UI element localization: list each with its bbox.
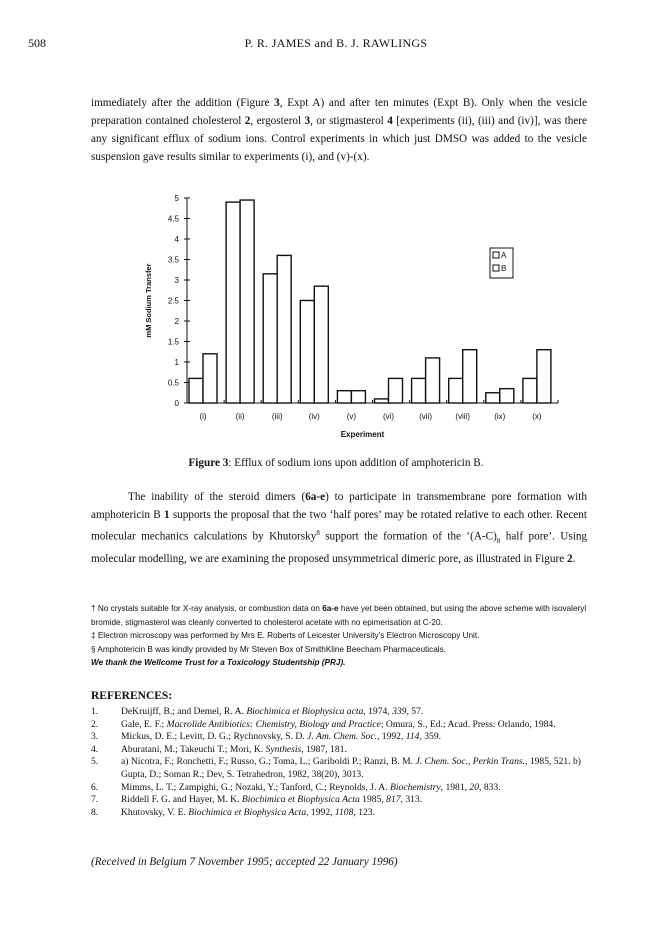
x-tick-label: (vii) — [419, 412, 433, 421]
y-tick-label: 2.5 — [167, 296, 179, 306]
bold-run: 3 — [304, 115, 311, 127]
reference-year: , 1985, — [525, 756, 554, 768]
reference-authors: Riddell F. G. and Hayer, M. K. — [121, 794, 242, 806]
text-run: have yet been obtained, but using the above scheme with isovaleryl bromide, stigmasterol was cleanly converted to cholesterol acetate with no epimerisation at C-20. — [91, 604, 587, 627]
x-tick-label: (vi) — [382, 412, 395, 421]
reference-pages: 521. b) Gupta, D.; Soman R.; Dev, S. Tetrahedron, 1982, 38(20), 3013. — [121, 756, 581, 780]
reference-pages: , 359. — [419, 731, 442, 743]
footnote-dagger — [91, 602, 587, 629]
bar-series-a — [300, 301, 314, 404]
reference-pages: 181. — [330, 743, 347, 755]
reference-authors: Mickus, D. E.; Levitt, D. G.; Rychnovsky, S. D. — [121, 731, 308, 743]
footnote-double-dagger: ‡ Electron microscopy was performed by Mrs E. Roberts of Leicester University’s Electron Microscopy Unit. — [91, 631, 480, 640]
y-tick-label: 5 — [174, 194, 179, 203]
reference-journal: Biochemistry — [390, 781, 441, 793]
bold-run: 1 — [163, 509, 170, 521]
received-dates: (Received in Belgium 7 November 1995; accepted 22 January 1996) — [91, 856, 398, 868]
y-tick-label: 3.5 — [167, 255, 179, 265]
reference-item — [91, 744, 591, 757]
bar-series-b — [240, 200, 254, 403]
text-run: supports the proposal that the two ‘half pores’ may be rotated relative to each other. Recent molecular mechanics calculations by Khutorsky — [91, 509, 587, 543]
citation-superscript: 8 — [316, 529, 320, 537]
x-tick-label: (iii) — [271, 412, 283, 421]
references-list — [91, 706, 591, 819]
text-run: support the formation of the ‘(A-C) — [319, 530, 497, 543]
x-tick-label: (viii) — [455, 412, 471, 421]
reference-item — [91, 794, 591, 807]
text-run: The inability of the steroid dimers ( — [128, 491, 306, 503]
reference-pages: , 313. — [400, 794, 423, 806]
reference-item — [91, 706, 591, 719]
y-tick-label: 4 — [174, 235, 179, 244]
reference-number: 8. — [91, 806, 99, 818]
reference-year: 1985, — [359, 794, 387, 806]
bar-series-a — [189, 378, 203, 403]
text-run: , or stigmasterol — [310, 115, 388, 127]
reference-item — [91, 719, 591, 732]
reference-year: , 1992, — [306, 806, 335, 818]
bold-run: 4 — [387, 115, 393, 127]
reference-year: , 1987, — [301, 743, 331, 755]
bar-series-b — [426, 358, 440, 403]
bar-series-b — [463, 350, 477, 403]
paragraph-1 — [91, 94, 587, 166]
reference-journal: J. Am. Chem. Soc. — [307, 731, 377, 743]
bold-run: 3 — [274, 97, 280, 109]
reference-volume: 817 — [386, 794, 401, 806]
reference-authors: Khutovsky, V. E. — [121, 806, 189, 818]
acknowledgement: We thank the Wellcome Trust for a Toxicology Studentship (PRJ). — [91, 658, 346, 667]
text-run: [experiments (ii), (iii) and (iv)], was there any significant efflux of sodium ions. Control experiments in which just DMSO was added to the vesicle suspension gave results similar to experiments (i), and (v)-(x). — [91, 115, 587, 163]
y-tick-label: 3 — [174, 276, 179, 285]
y-tick-label: 1.5 — [167, 337, 179, 347]
bar-series-a — [486, 393, 500, 403]
y-axis-label: mM Sodium Transfer — [144, 263, 153, 338]
reference-journal: Biochimica et Biophysica Acta — [188, 806, 307, 818]
legend-swatch — [493, 265, 499, 271]
x-tick-label: (x) — [532, 412, 542, 421]
reference-year: , 1974, — [363, 706, 393, 717]
reference-journal: Macrolide Antibiotics: Chemistry, Biology and Practice — [166, 718, 381, 730]
reference-pages: , 833. — [479, 781, 501, 793]
reference-number: 4. — [91, 743, 99, 755]
bar-series-a — [226, 202, 240, 403]
y-tick-label: 4.5 — [167, 214, 179, 224]
text-run: , Expt A) and after ten minutes (Expt B). Only when the vesicle preparation contained cholesterol — [91, 97, 587, 127]
reference-volume: 20 — [469, 781, 480, 793]
reference-journal: Biochimica et Biophysica acta — [246, 706, 364, 717]
text-run: . — [572, 552, 576, 565]
reference-volume: 1108 — [334, 806, 354, 818]
running-header-authors: P. R. JAMES and B. J. RAWLINGS — [244, 36, 428, 50]
reference-item — [91, 807, 591, 820]
x-tick-label: (v) — [346, 412, 357, 421]
reference-authors: DeKruijff, B.; and Demel, R. A. — [121, 706, 247, 717]
reference-year: , 1992, — [376, 731, 406, 743]
sodium-efflux-bar-chart — [0, 185, 672, 447]
footnotes — [91, 602, 587, 670]
reference-item — [91, 731, 591, 744]
bar-series-b — [277, 255, 291, 403]
legend-label: B — [501, 264, 507, 273]
bar-series-b — [203, 354, 217, 403]
reference-number: 6. — [91, 781, 99, 793]
x-tick-label: (iv) — [308, 412, 320, 421]
reference-pages: , 57. — [406, 706, 424, 717]
reference-authors: Gale, E. F.; — [121, 718, 167, 730]
figure-caption-text: : Efflux of sodium ions upon addition of amphotericin B. — [228, 457, 484, 469]
bold-run: 6a-e — [305, 491, 326, 503]
reference-authors: a) Nicotra, F.; Ronchetti, F.; Russo, G.; Toma, L.; Gariboldi P.; Ranzi, B. M. — [121, 756, 416, 768]
reference-item — [91, 782, 591, 795]
x-tick-label: (ix) — [494, 412, 506, 421]
bar-series-a — [375, 399, 389, 403]
text-run: † No crystals suitable for X-ray analysis, or combustion data on — [91, 604, 323, 613]
figure-caption — [0, 457, 672, 469]
text-run: , ergosterol — [250, 115, 305, 127]
bar-series-b — [500, 389, 514, 403]
bar-series-a — [337, 391, 351, 403]
reference-number: 5. — [91, 756, 99, 768]
bar-series-b — [389, 378, 403, 403]
reference-authors: Mimms, L. T.; Zampighi, G.; Nozaki, Y.; Tanford, C.; Reynolds, J. A. — [121, 781, 391, 793]
footnote-section: § Amphotericin B was kindly provided by Mr Steven Box of SmithKline Beecham Pharmaceuticals. — [91, 644, 446, 654]
bar-series-b — [351, 391, 365, 403]
y-tick-label: 0.5 — [167, 378, 179, 388]
reference-number: 1. — [91, 706, 99, 717]
reference-number: 7. — [91, 794, 99, 806]
bold-run: 2 — [566, 552, 573, 565]
bar-series-a — [412, 378, 426, 403]
reference-volume: 114 — [405, 731, 420, 743]
paragraph-2 — [91, 488, 587, 568]
bar-series-a — [263, 274, 277, 403]
reference-year: , 1981, — [440, 781, 470, 793]
legend-swatch — [493, 252, 499, 258]
reference-journal: Biochimica et Biophysica Acta — [241, 794, 360, 806]
x-tick-label: (ii) — [235, 412, 245, 421]
reference-item — [91, 756, 591, 781]
bold-run: 6a-e — [322, 604, 339, 613]
reference-number: 3. — [91, 731, 99, 743]
reference-journal: Synthesis — [265, 743, 302, 755]
y-tick-label: 1 — [174, 358, 179, 367]
bar-series-a — [449, 378, 463, 403]
text-run: ) to participate in transmembrane pore formation with amphotericin B — [91, 491, 587, 521]
bold-run: 2 — [244, 115, 251, 127]
references-title: REFERENCES: — [91, 690, 173, 702]
bar-series-a — [523, 378, 537, 403]
bar-series-b — [537, 350, 551, 403]
subscript: 8 — [496, 536, 501, 545]
x-tick-label: (i) — [199, 412, 207, 421]
reference-authors: Aburatani, M.; Takeuchi T.; Mori, K. — [121, 743, 266, 755]
reference-pages: , 123. — [353, 806, 375, 818]
reference-number: 2. — [91, 718, 99, 730]
reference-year: ; Omura, S., Ed.; Acad. Press: Orlando, 1984. — [380, 718, 556, 730]
reference-volume: 339 — [392, 706, 407, 717]
reference-journal: J. Chem. Soc., Perkin Trans. — [415, 756, 526, 768]
y-tick-label: 0 — [174, 399, 179, 408]
bar-series-b — [314, 286, 328, 403]
x-axis-label: Experiment — [340, 430, 385, 439]
text-run: immediately after the addition (Figure — [91, 97, 275, 109]
figure-caption-label: Figure 3 — [188, 457, 229, 469]
legend-label: A — [501, 251, 507, 260]
page-number: 508 — [28, 36, 46, 50]
text-run: half pore’. Using molecular modelling, we are examining the proposed unsymmetrical dimeric pore, as illustrated in Figure — [91, 530, 588, 565]
y-tick-label: 2 — [174, 317, 179, 326]
